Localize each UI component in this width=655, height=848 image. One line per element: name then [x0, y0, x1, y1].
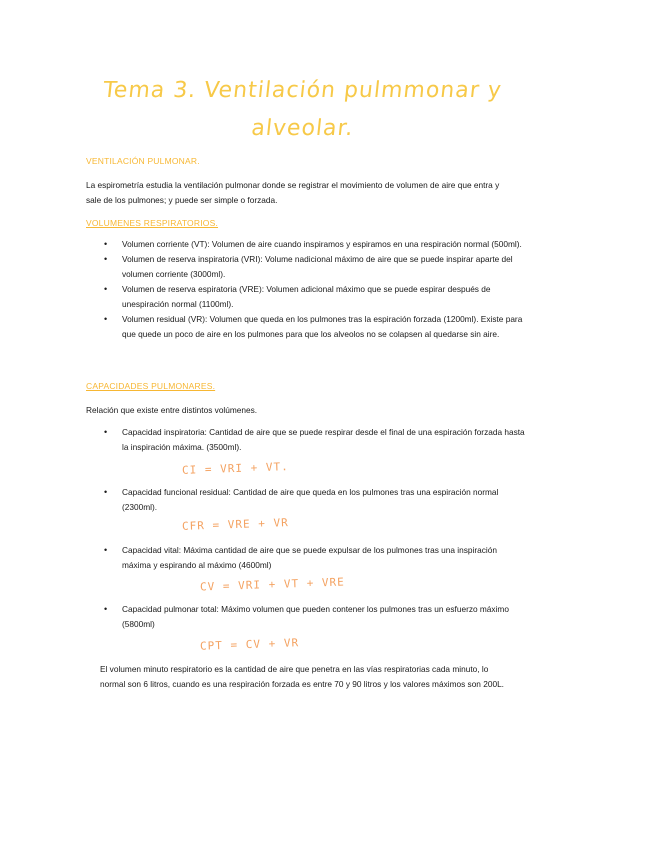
formula-cv: CV = VRI + VT + VRE	[199, 575, 346, 594]
page-title-line-1: Tema 3. Ventilación pulmmonar y	[101, 78, 504, 103]
list-item: • Volumen de reserva inspiratoria (VRI): Volume nadicional máximo de aire que se puede inspirar aparte del volumen corriente (3000ml).	[104, 254, 513, 279]
list-item: • Volumen residual (VR): Volumen que queda en los pulmones tras la espiración forzada (1200ml). Existe para que quede un poco de aire en los pulmones para que los alveolos no se colapsen al quedarse sin aire.	[104, 314, 523, 339]
formula-cfr: CFR = VRE + VR	[181, 516, 289, 533]
capacities-list-4	[86, 602, 526, 632]
section-heading-volumenes: VOLUMENES RESPIRATORIOS.	[86, 218, 219, 228]
list-item: • Capacidad pulmonar total: Máximo volumen que pueden contener los pulmones tras un esfuerzo máximo (5800ml)	[104, 604, 509, 629]
list-item: • Volumen de reserva espiratoria (VRE): Volumen adicional máximo que se puede espirar después de unespiración normal (1100ml).	[104, 284, 491, 309]
bullet-icon: •	[104, 545, 108, 555]
paragraph-relacion: Relación que existe entre distintos volúmenes.	[86, 405, 258, 415]
formula-cpt: CPT = CV + VR	[199, 636, 300, 653]
bullet-icon: •	[104, 254, 108, 264]
section-heading-capacidades: CAPACIDADES PULMONARES.	[86, 381, 216, 391]
capacities-list-3	[86, 543, 526, 573]
bullet-icon: •	[104, 604, 108, 614]
list-item: • Volumen corriente (VT): Volumen de aire cuando inspiramos y espiramos en una respiración normal (500ml).	[86, 237, 526, 252]
paragraph-espirometria: La espirometría estudia la ventilación pulmonar donde se registrar el movimiento de volumen de aire que entra y sale de los pulmones; y puede ser simple o forzada.	[86, 180, 500, 205]
formula-ci: CI = VRI + VT.	[181, 460, 289, 477]
list-item: • Capacidad inspiratoria: Cantidad de aire que se puede respirar desde el final de una espiración forzada hasta la inspiración máxima. (3500ml).	[104, 427, 525, 452]
bullet-icon: •	[104, 487, 108, 497]
paragraph-volumen-minuto: El volumen minuto respiratorio es la cantidad de aire que penetra en las vías respiratorias cada minuto, lo normal son 6 litros, cuando es una respiración forzada es entre 70 y 90 litros y los valores máximos son 200L.	[100, 664, 504, 689]
bullet-icon: •	[104, 284, 108, 294]
list-item: • Capacidad vital: Máxima cantidad de aire que se puede expulsar de los pulmones tras una inspiración máxima y espirando al máximo (4600ml)	[104, 545, 497, 570]
section-heading-ventilacion: VENTILACIÓN PULMONAR.	[86, 156, 200, 166]
bullet-icon: •	[104, 239, 108, 249]
capacities-list-1	[86, 425, 526, 455]
bullet-icon: •	[104, 427, 108, 437]
page-title-line-2: alveolar.	[250, 116, 355, 141]
bullet-icon: •	[104, 314, 108, 324]
list-item: • Capacidad funcional residual: Cantidad de aire que queda en los pulmones tras una espiración normal (2300ml).	[104, 487, 499, 512]
capacities-list-2	[86, 485, 526, 515]
volumes-list	[86, 237, 526, 342]
